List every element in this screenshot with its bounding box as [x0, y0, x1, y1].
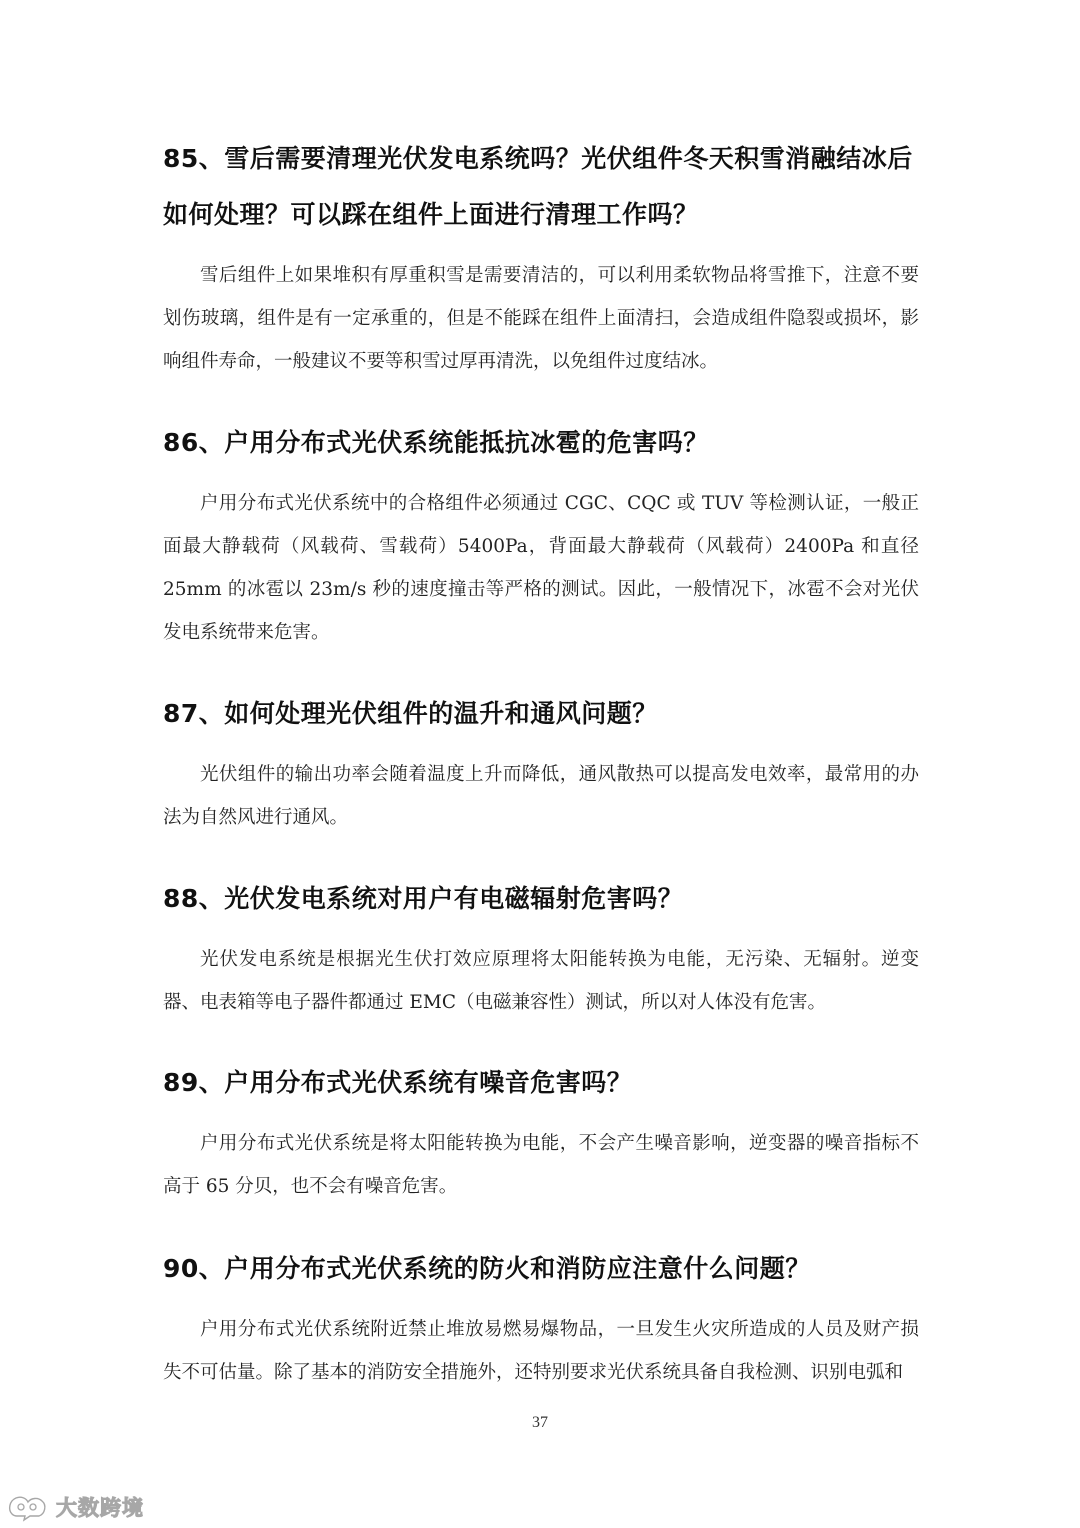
- question-87-heading: 87、如何处理光伏组件的温升和通风问题？: [163, 699, 658, 728]
- watermark-text: 大数跨境: [56, 1496, 144, 1520]
- question-88-heading: 88、光伏发电系统对用户有电磁辐射危害吗？: [163, 884, 684, 913]
- answer-90-paragraph: 户用分布式光伏系统附近禁止堆放易燃易爆物品，一旦发生火灾所造成的人员及财产损失不可估量。除了基本的消防安全措施外，还特别要求光伏系统具备自我检测、识别电弧和: [163, 1319, 919, 1383]
- page-number: 37: [532, 1414, 548, 1431]
- answer-85-paragraph: 雪后组件上如果堆积有厚重积雪是需要清洁的，可以利用柔软物品将雪推下，注意不要划伤玻璃，组件是有一定承重的，但是不能踩在组件上面清扫，会造成组件隐裂或损坏，影响组件寿命，一般建议不要等积雪过厚再清洗，以免组件过度结冰。: [163, 265, 919, 372]
- answer-88-paragraph: 光伏发电系统是根据光生伏打效应原理将太阳能转换为电能，无污染、无辐射。逆变器、电表箱等电子器件都通过 EMC（电磁兼容性）测试，所以对人体没有危害。: [163, 949, 919, 1013]
- question-89-heading: 89、户用分布式光伏系统有噪音危害吗？: [163, 1068, 633, 1097]
- bubble-logo-icon: [6, 1492, 50, 1522]
- answer-86-paragraph: 户用分布式光伏系统中的合格组件必须通过 CGC、CQC 或 TUV 等检测认证，一般正面最大静载荷（风载荷、雪载荷）5400Pa，背面最大静载荷（风载荷）2400Pa 和直径 25mm 的冰雹以 23m/s 秒的速度撞击等严格的测试。因此，一般情况下，冰雹不会对光伏发电系统带来危害。: [163, 493, 919, 643]
- watermark: [6, 1490, 144, 1524]
- question-90-heading: 90、户用分布式光伏系统的防火和消防应注意什么问题？: [163, 1254, 811, 1283]
- question-85-heading: 85、雪后需要清理光伏发电系统吗？光伏组件冬天积雪消融结冰后如何处理？可以踩在组件上面进行清理工作吗？: [163, 144, 913, 229]
- answer-89-paragraph: 户用分布式光伏系统是将太阳能转换为电能，不会产生噪音影响，逆变器的噪音指标不高于 65 分贝，也不会有噪音危害。: [163, 1133, 919, 1197]
- question-86-heading: 86、户用分布式光伏系统能抵抗冰雹的危害吗？: [163, 428, 709, 457]
- answer-87-paragraph: 光伏组件的输出功率会随着温度上升而降低，通风散热可以提高发电效率，最常用的办法为自然风进行通风。: [163, 764, 919, 828]
